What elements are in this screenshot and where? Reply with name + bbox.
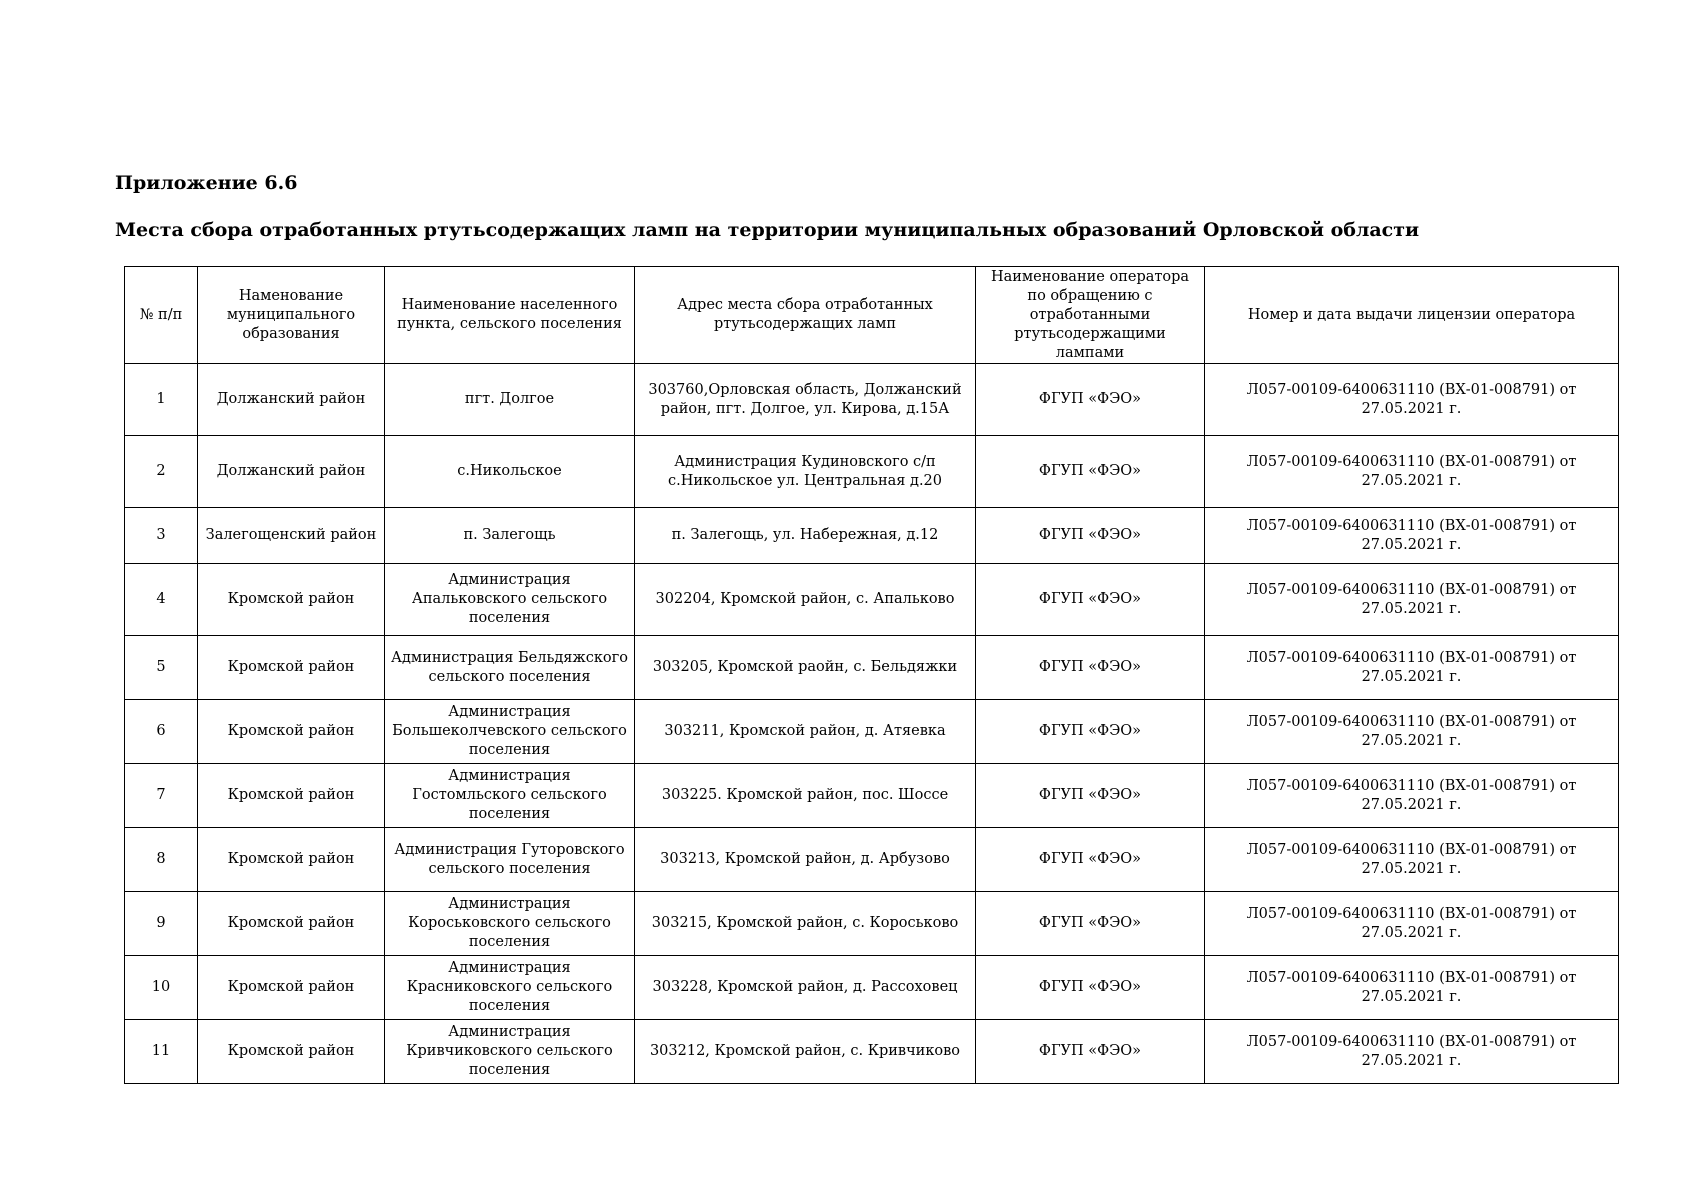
cell-address: п. Залегощь, ул. Набережная, д.12 — [635, 508, 976, 564]
cell-municipality: Кромской район — [198, 636, 385, 700]
appendix-label: Приложение 6.6 — [115, 172, 298, 194]
cell-settlement: Администрация Большеколчевского сельского поселения — [385, 700, 635, 764]
cell-number: 11 — [125, 1020, 198, 1084]
cell-operator: ФГУП «ФЭО» — [976, 636, 1205, 700]
cell-license: Л057-00109-6400631110 (ВХ-01-008791) от 27.05.2021 г. — [1205, 364, 1619, 436]
cell-operator: ФГУП «ФЭО» — [976, 364, 1205, 436]
cell-operator: ФГУП «ФЭО» — [976, 764, 1205, 828]
cell-license: Л057-00109-6400631110 (ВХ-01-008791) от 27.05.2021 г. — [1205, 956, 1619, 1020]
cell-number: 1 — [125, 364, 198, 436]
table-row — [125, 364, 1619, 436]
cell-address: 303205, Кромской раойн, с. Бельдяжки — [635, 636, 976, 700]
cell-number: 5 — [125, 636, 198, 700]
cell-number: 2 — [125, 436, 198, 508]
collection-points-table — [124, 266, 1619, 1084]
cell-settlement: Администрация Апальковского сельского поселения — [385, 564, 635, 636]
header-settlement: Наименование населенного пункта, сельского поселения — [385, 267, 635, 364]
cell-municipality: Должанский район — [198, 436, 385, 508]
cell-municipality: Кромской район — [198, 564, 385, 636]
cell-operator: ФГУП «ФЭО» — [976, 828, 1205, 892]
cell-license: Л057-00109-6400631110 (ВХ-01-008791) от 27.05.2021 г. — [1205, 764, 1619, 828]
cell-operator: ФГУП «ФЭО» — [976, 700, 1205, 764]
table-row — [125, 764, 1619, 828]
cell-address: 303225. Кромской район, пос. Шоссе — [635, 764, 976, 828]
cell-number: 3 — [125, 508, 198, 564]
cell-license: Л057-00109-6400631110 (ВХ-01-008791) от 27.05.2021 г. — [1205, 564, 1619, 636]
cell-license: Л057-00109-6400631110 (ВХ-01-008791) от 27.05.2021 г. — [1205, 700, 1619, 764]
cell-municipality: Кромской район — [198, 1020, 385, 1084]
header-license: Номер и дата выдачи лицензии оператора — [1205, 267, 1619, 364]
cell-license: Л057-00109-6400631110 (ВХ-01-008791) от 27.05.2021 г. — [1205, 508, 1619, 564]
cell-operator: ФГУП «ФЭО» — [976, 564, 1205, 636]
cell-number: 6 — [125, 700, 198, 764]
cell-settlement: с.Никольское — [385, 436, 635, 508]
table-row — [125, 1020, 1619, 1084]
cell-municipality: Залегощенский район — [198, 508, 385, 564]
cell-address: 303760,Орловская область, Должанский район, пгт. Долгое, ул. Кирова, д.15А — [635, 364, 976, 436]
cell-license: Л057-00109-6400631110 (ВХ-01-008791) от 27.05.2021 г. — [1205, 1020, 1619, 1084]
table-row — [125, 436, 1619, 508]
header-municipality: Наменование муниципального образования — [198, 267, 385, 364]
cell-settlement: Администрация Короськовского сельского поселения — [385, 892, 635, 956]
cell-address: 303228, Кромской район, д. Рассоховец — [635, 956, 976, 1020]
table-row — [125, 508, 1619, 564]
cell-settlement: п. Залегощь — [385, 508, 635, 564]
cell-license: Л057-00109-6400631110 (ВХ-01-008791) от 27.05.2021 г. — [1205, 892, 1619, 956]
cell-municipality: Кромской район — [198, 700, 385, 764]
cell-operator: ФГУП «ФЭО» — [976, 508, 1205, 564]
cell-operator: ФГУП «ФЭО» — [976, 436, 1205, 508]
cell-address: 303212, Кромской район, с. Кривчиково — [635, 1020, 976, 1084]
cell-address: 303215, Кромской район, с. Короськово — [635, 892, 976, 956]
cell-number: 10 — [125, 956, 198, 1020]
cell-address: 303211, Кромской район, д. Атяевка — [635, 700, 976, 764]
cell-municipality: Кромской район — [198, 892, 385, 956]
header-address: Адрес места сбора отработанных ртутьсодержащих ламп — [635, 267, 976, 364]
cell-municipality: Должанский район — [198, 364, 385, 436]
cell-settlement: Администрация Гостомльского сельского поселения — [385, 764, 635, 828]
cell-settlement: Администрация Гуторовского сельского поселения — [385, 828, 635, 892]
cell-settlement: пгт. Долгое — [385, 364, 635, 436]
cell-address: 302204, Кромской район, с. Апальково — [635, 564, 976, 636]
header-operator: Наименование оператора по обращению с отработанными ртутьсодержащими лампами — [976, 267, 1205, 364]
cell-operator: ФГУП «ФЭО» — [976, 956, 1205, 1020]
table-header-row — [125, 267, 1619, 364]
table-row — [125, 564, 1619, 636]
cell-number: 8 — [125, 828, 198, 892]
cell-number: 7 — [125, 764, 198, 828]
header-number: № п/п — [125, 267, 198, 364]
cell-settlement: Администрация Бельдяжского сельского поселения — [385, 636, 635, 700]
table-row — [125, 892, 1619, 956]
cell-municipality: Кромской район — [198, 956, 385, 1020]
cell-settlement: Администрация Кривчиковского сельского поселения — [385, 1020, 635, 1084]
document-title: Места сбора отработанных ртутьсодержащих ламп на территории муниципальных образований Орловской области — [115, 219, 1420, 241]
cell-municipality: Кромской район — [198, 764, 385, 828]
cell-address: Администрация Кудиновского с/п с.Никольское ул. Центральная д.20 — [635, 436, 976, 508]
cell-address: 303213, Кромской район, д. Арбузово — [635, 828, 976, 892]
cell-license: Л057-00109-6400631110 (ВХ-01-008791) от 27.05.2021 г. — [1205, 636, 1619, 700]
cell-municipality: Кромской район — [198, 828, 385, 892]
cell-number: 9 — [125, 892, 198, 956]
cell-number: 4 — [125, 564, 198, 636]
table-row — [125, 828, 1619, 892]
cell-license: Л057-00109-6400631110 (ВХ-01-008791) от 27.05.2021 г. — [1205, 828, 1619, 892]
cell-settlement: Администрация Красниковского сельского поселения — [385, 956, 635, 1020]
cell-license: Л057-00109-6400631110 (ВХ-01-008791) от 27.05.2021 г. — [1205, 436, 1619, 508]
cell-operator: ФГУП «ФЭО» — [976, 1020, 1205, 1084]
table-row — [125, 636, 1619, 700]
table-row — [125, 956, 1619, 1020]
cell-operator: ФГУП «ФЭО» — [976, 892, 1205, 956]
table-row — [125, 700, 1619, 764]
